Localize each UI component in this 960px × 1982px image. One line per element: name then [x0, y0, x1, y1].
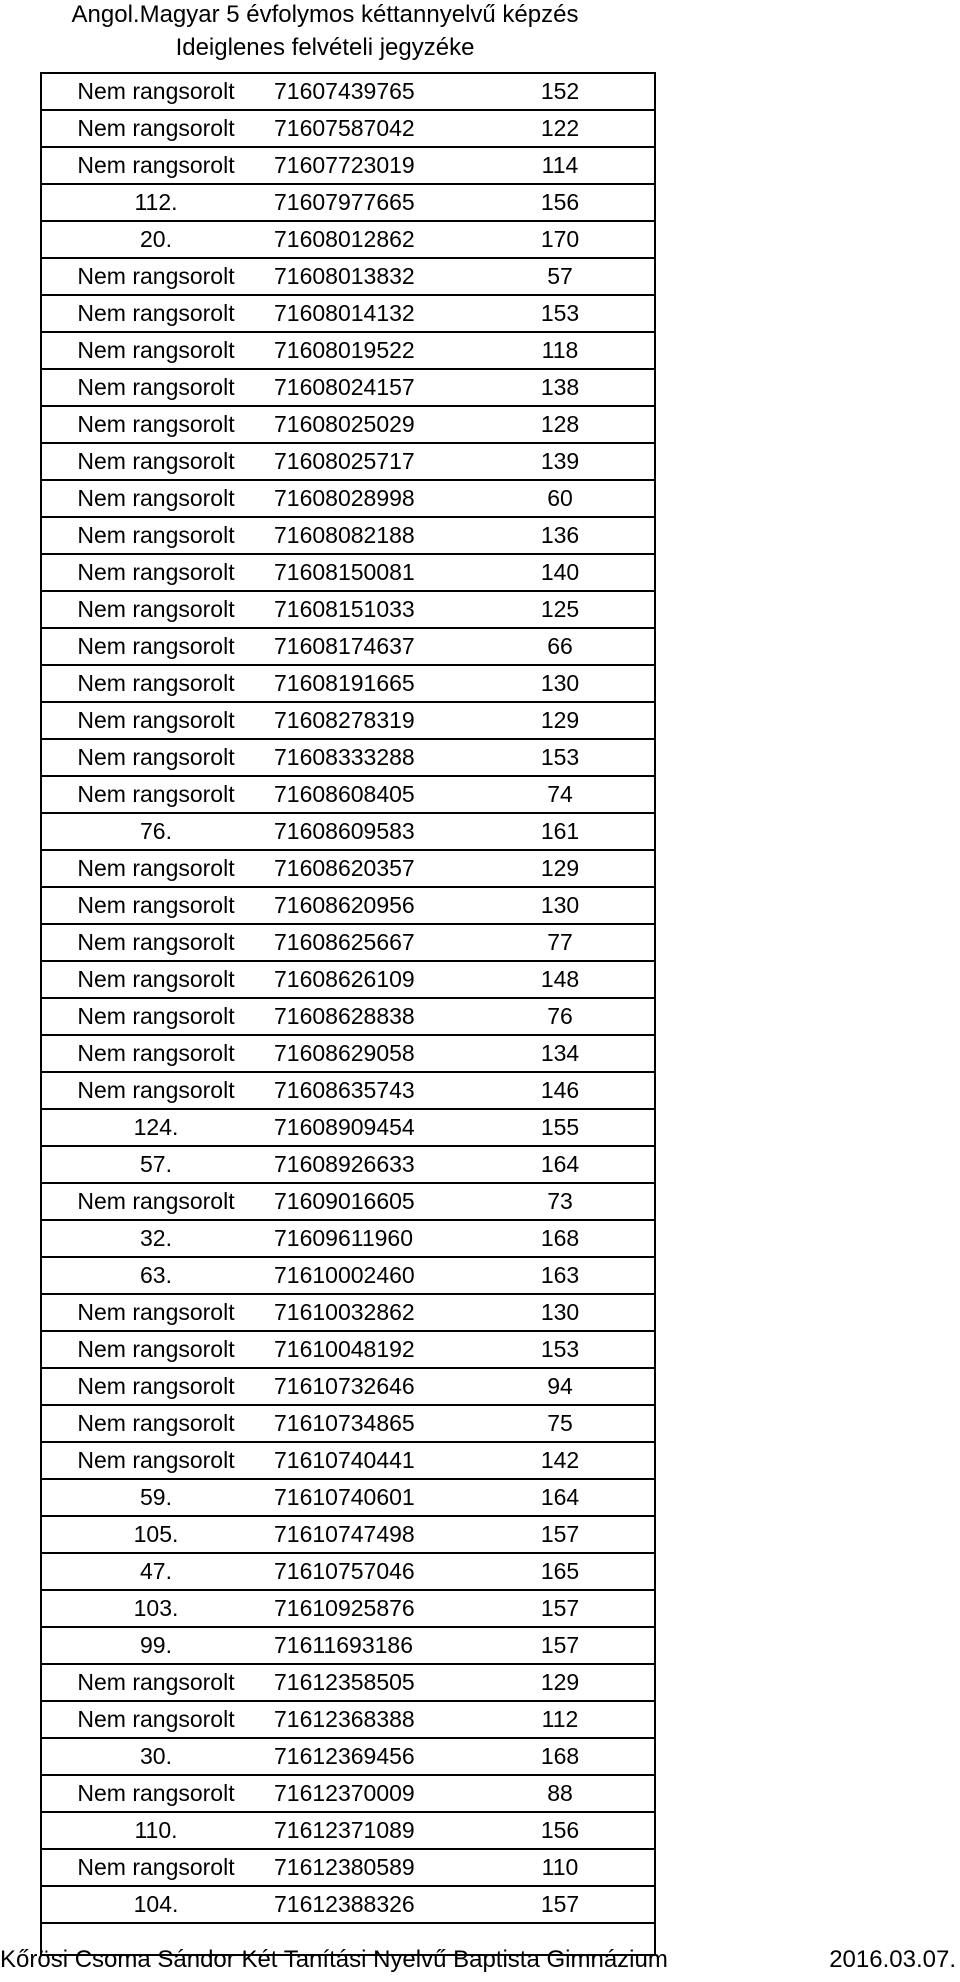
- score-cell: 136: [466, 517, 655, 554]
- applicant-id-cell: 71610747498: [270, 1516, 466, 1553]
- score-cell: 77: [466, 924, 655, 961]
- rank-cell: Nem rangsorolt: [41, 110, 270, 147]
- rank-cell: Nem rangsorolt: [41, 591, 270, 628]
- applicant-id-cell: 71608014132: [270, 295, 466, 332]
- rank-cell: Nem rangsorolt: [41, 295, 270, 332]
- rank-cell: Nem rangsorolt: [41, 1331, 270, 1368]
- applicant-id-cell: 71608635743: [270, 1072, 466, 1109]
- rank-cell: Nem rangsorolt: [41, 1442, 270, 1479]
- rank-cell: Nem rangsorolt: [41, 147, 270, 184]
- applicant-id-cell: 71608625667: [270, 924, 466, 961]
- rank-cell: 76.: [41, 813, 270, 850]
- table-row: [41, 73, 655, 110]
- applicant-id-cell: 71608191665: [270, 665, 466, 702]
- rank-cell: Nem rangsorolt: [41, 665, 270, 702]
- rank-cell: 57.: [41, 1146, 270, 1183]
- score-cell: 139: [466, 443, 655, 480]
- rank-cell: Nem rangsorolt: [41, 850, 270, 887]
- table-row: [41, 702, 655, 739]
- table-row: [41, 1738, 655, 1775]
- results-table: [40, 72, 656, 1956]
- score-cell: 164: [466, 1479, 655, 1516]
- score-cell: 157: [466, 1590, 655, 1627]
- score-cell: 153: [466, 1331, 655, 1368]
- applicant-id-cell: 71610732646: [270, 1368, 466, 1405]
- score-cell: 57: [466, 258, 655, 295]
- applicant-id-cell: 71608019522: [270, 332, 466, 369]
- score-cell: 156: [466, 184, 655, 221]
- rank-cell: 20.: [41, 221, 270, 258]
- rank-cell: 103.: [41, 1590, 270, 1627]
- applicant-id-cell: 71608013832: [270, 258, 466, 295]
- page-title: Angol.Magyar 5 évfolymos kéttannyelvű képzés: [71, 1, 579, 28]
- rank-cell: Nem rangsorolt: [41, 961, 270, 998]
- score-cell: 75: [466, 1405, 655, 1442]
- applicant-id-cell: 71610048192: [270, 1331, 466, 1368]
- score-cell: 88: [466, 1775, 655, 1812]
- table-row: [41, 1590, 655, 1627]
- table-row: [41, 665, 655, 702]
- rank-cell: Nem rangsorolt: [41, 776, 270, 813]
- score-cell: 129: [466, 1664, 655, 1701]
- table-row: [41, 110, 655, 147]
- table-row: [41, 924, 655, 961]
- rank-cell: Nem rangsorolt: [41, 406, 270, 443]
- applicant-id-cell: 71607439765: [270, 73, 466, 110]
- applicant-id-cell: 71612369456: [270, 1738, 466, 1775]
- score-cell: 138: [466, 369, 655, 406]
- score-cell: 125: [466, 591, 655, 628]
- score-cell: 152: [466, 73, 655, 110]
- rank-cell: Nem rangsorolt: [41, 1035, 270, 1072]
- applicant-id-cell: 71612368388: [270, 1701, 466, 1738]
- applicant-id-cell: 71607587042: [270, 110, 466, 147]
- score-cell: 110: [466, 1849, 655, 1886]
- rank-cell: 112.: [41, 184, 270, 221]
- applicant-id-cell: 71612388326: [270, 1886, 466, 1923]
- table-row: [41, 1479, 655, 1516]
- score-cell: 168: [466, 1738, 655, 1775]
- applicant-id-cell: 71612358505: [270, 1664, 466, 1701]
- rank-cell: Nem rangsorolt: [41, 369, 270, 406]
- rank-cell: Nem rangsorolt: [41, 1664, 270, 1701]
- table-row: [41, 1035, 655, 1072]
- table-row: [41, 776, 655, 813]
- applicant-id-cell: 71608620956: [270, 887, 466, 924]
- applicant-id-cell: 71608609583: [270, 813, 466, 850]
- applicant-id-cell: 71608025029: [270, 406, 466, 443]
- table-row: [41, 554, 655, 591]
- page-subtitle: Ideiglenes felvételi jegyzéke: [175, 34, 475, 61]
- score-cell: 134: [466, 1035, 655, 1072]
- score-cell: 157: [466, 1627, 655, 1664]
- score-cell: 165: [466, 1553, 655, 1590]
- applicant-id-cell: 71610032862: [270, 1294, 466, 1331]
- table-row: [41, 369, 655, 406]
- applicant-id-cell: 71608150081: [270, 554, 466, 591]
- table-row: [41, 1405, 655, 1442]
- table-row: [41, 1368, 655, 1405]
- applicant-id-cell: 71608629058: [270, 1035, 466, 1072]
- table-row: [41, 443, 655, 480]
- rank-cell: 105.: [41, 1516, 270, 1553]
- footer-school-name: Kőrösi Csoma Sándor Két Tanítási Nyelvű Baptista Gimnázium: [0, 1946, 668, 1973]
- table-row: [41, 1553, 655, 1590]
- score-cell: 128: [466, 406, 655, 443]
- table-row: [41, 1072, 655, 1109]
- table-row: [41, 147, 655, 184]
- table-row: [41, 1146, 655, 1183]
- table-row: [41, 517, 655, 554]
- applicant-id-cell: 71607723019: [270, 147, 466, 184]
- table-row: [41, 961, 655, 998]
- rank-cell: Nem rangsorolt: [41, 1405, 270, 1442]
- table-row: [41, 850, 655, 887]
- table-row: [41, 1812, 655, 1849]
- score-cell: 168: [466, 1220, 655, 1257]
- score-cell: 161: [466, 813, 655, 850]
- rank-cell: Nem rangsorolt: [41, 517, 270, 554]
- rank-cell: Nem rangsorolt: [41, 480, 270, 517]
- score-cell: 114: [466, 147, 655, 184]
- rank-cell: 47.: [41, 1553, 270, 1590]
- rank-cell: 99.: [41, 1627, 270, 1664]
- applicant-id-cell: 71608278319: [270, 702, 466, 739]
- rank-cell: 32.: [41, 1220, 270, 1257]
- rank-cell: Nem rangsorolt: [41, 1775, 270, 1812]
- rank-cell: Nem rangsorolt: [41, 924, 270, 961]
- results-table-body: [41, 73, 655, 1955]
- rank-cell: 104.: [41, 1886, 270, 1923]
- table-row: [41, 1331, 655, 1368]
- rank-cell: Nem rangsorolt: [41, 73, 270, 110]
- applicant-id-cell: 71612380589: [270, 1849, 466, 1886]
- rank-cell: Nem rangsorolt: [41, 1294, 270, 1331]
- table-row: [41, 332, 655, 369]
- score-cell: 163: [466, 1257, 655, 1294]
- score-cell: 130: [466, 1294, 655, 1331]
- applicant-id-cell: 71609016605: [270, 1183, 466, 1220]
- rank-cell: Nem rangsorolt: [41, 1849, 270, 1886]
- score-cell: 164: [466, 1146, 655, 1183]
- applicant-id-cell: 71612370009: [270, 1775, 466, 1812]
- table-row: [41, 295, 655, 332]
- applicant-id-cell: 71608626109: [270, 961, 466, 998]
- table-row: [41, 480, 655, 517]
- table-row: [41, 1886, 655, 1923]
- score-cell: 170: [466, 221, 655, 258]
- score-cell: 130: [466, 887, 655, 924]
- score-cell: 156: [466, 1812, 655, 1849]
- table-row: [41, 1442, 655, 1479]
- applicant-id-cell: 71612371089: [270, 1812, 466, 1849]
- score-cell: 118: [466, 332, 655, 369]
- table-row: [41, 1257, 655, 1294]
- table-row: [41, 1220, 655, 1257]
- rank-cell: 110.: [41, 1812, 270, 1849]
- footer-date: 2016.03.07.: [829, 1946, 956, 1973]
- score-cell: 153: [466, 295, 655, 332]
- rank-cell: Nem rangsorolt: [41, 887, 270, 924]
- applicant-id-cell: 71610740601: [270, 1479, 466, 1516]
- table-row: [41, 1294, 655, 1331]
- table-row: [41, 1516, 655, 1553]
- applicant-id-cell: 71609611960: [270, 1220, 466, 1257]
- rank-cell: Nem rangsorolt: [41, 739, 270, 776]
- table-row: [41, 887, 655, 924]
- score-cell: 129: [466, 702, 655, 739]
- score-cell: 112: [466, 1701, 655, 1738]
- score-cell: 155: [466, 1109, 655, 1146]
- applicant-id-cell: 71610757046: [270, 1553, 466, 1590]
- score-cell: 66: [466, 628, 655, 665]
- table-row: [41, 1849, 655, 1886]
- applicant-id-cell: 71608620357: [270, 850, 466, 887]
- applicant-id-cell: 71610734865: [270, 1405, 466, 1442]
- rank-cell: Nem rangsorolt: [41, 554, 270, 591]
- rank-cell: Nem rangsorolt: [41, 1368, 270, 1405]
- applicant-id-cell: 71611693186: [270, 1627, 466, 1664]
- score-cell: 146: [466, 1072, 655, 1109]
- applicant-id-cell: 71610002460: [270, 1257, 466, 1294]
- applicant-id-cell: 71608174637: [270, 628, 466, 665]
- applicant-id-cell: 71610740441: [270, 1442, 466, 1479]
- score-cell: 157: [466, 1886, 655, 1923]
- score-cell: 60: [466, 480, 655, 517]
- table-row: [41, 591, 655, 628]
- applicant-id-cell: 71607977665: [270, 184, 466, 221]
- score-cell: 157: [466, 1516, 655, 1553]
- score-cell: 140: [466, 554, 655, 591]
- applicant-id-cell: 71608151033: [270, 591, 466, 628]
- table-row: [41, 1701, 655, 1738]
- table-row: [41, 1775, 655, 1812]
- score-cell: 76: [466, 998, 655, 1035]
- rank-cell: 59.: [41, 1479, 270, 1516]
- applicant-id-cell: 71608608405: [270, 776, 466, 813]
- table-row: [41, 258, 655, 295]
- table-row: [41, 221, 655, 258]
- rank-cell: Nem rangsorolt: [41, 1183, 270, 1220]
- rank-cell: Nem rangsorolt: [41, 628, 270, 665]
- applicant-id-cell: 71608024157: [270, 369, 466, 406]
- rank-cell: 30.: [41, 1738, 270, 1775]
- rank-cell: Nem rangsorolt: [41, 332, 270, 369]
- score-cell: 74: [466, 776, 655, 813]
- applicant-id-cell: 71608025717: [270, 443, 466, 480]
- rank-cell: Nem rangsorolt: [41, 1072, 270, 1109]
- applicant-id-cell: 71608333288: [270, 739, 466, 776]
- applicant-id-cell: 71608028998: [270, 480, 466, 517]
- applicant-id-cell: 71608082188: [270, 517, 466, 554]
- table-row: [41, 1183, 655, 1220]
- table-row: [41, 1627, 655, 1664]
- applicant-id-cell: 71608926633: [270, 1146, 466, 1183]
- table-row: [41, 813, 655, 850]
- rank-cell: Nem rangsorolt: [41, 1701, 270, 1738]
- rank-cell: Nem rangsorolt: [41, 702, 270, 739]
- table-row: [41, 739, 655, 776]
- applicant-id-cell: 71608628838: [270, 998, 466, 1035]
- score-cell: 94: [466, 1368, 655, 1405]
- table-row: [41, 184, 655, 221]
- score-cell: 129: [466, 850, 655, 887]
- rank-cell: 63.: [41, 1257, 270, 1294]
- applicant-id-cell: 71610925876: [270, 1590, 466, 1627]
- score-cell: 122: [466, 110, 655, 147]
- applicant-id-cell: 71608012862: [270, 221, 466, 258]
- applicant-id-cell: 71608909454: [270, 1109, 466, 1146]
- table-row: [41, 406, 655, 443]
- score-cell: 153: [466, 739, 655, 776]
- rank-cell: Nem rangsorolt: [41, 443, 270, 480]
- score-cell: 73: [466, 1183, 655, 1220]
- score-cell: 148: [466, 961, 655, 998]
- rank-cell: Nem rangsorolt: [41, 258, 270, 295]
- rank-cell: 124.: [41, 1109, 270, 1146]
- score-cell: 130: [466, 665, 655, 702]
- table-row: [41, 998, 655, 1035]
- table-row: [41, 1664, 655, 1701]
- rank-cell: Nem rangsorolt: [41, 998, 270, 1035]
- score-cell: 142: [466, 1442, 655, 1479]
- table-row: [41, 628, 655, 665]
- table-row: [41, 1109, 655, 1146]
